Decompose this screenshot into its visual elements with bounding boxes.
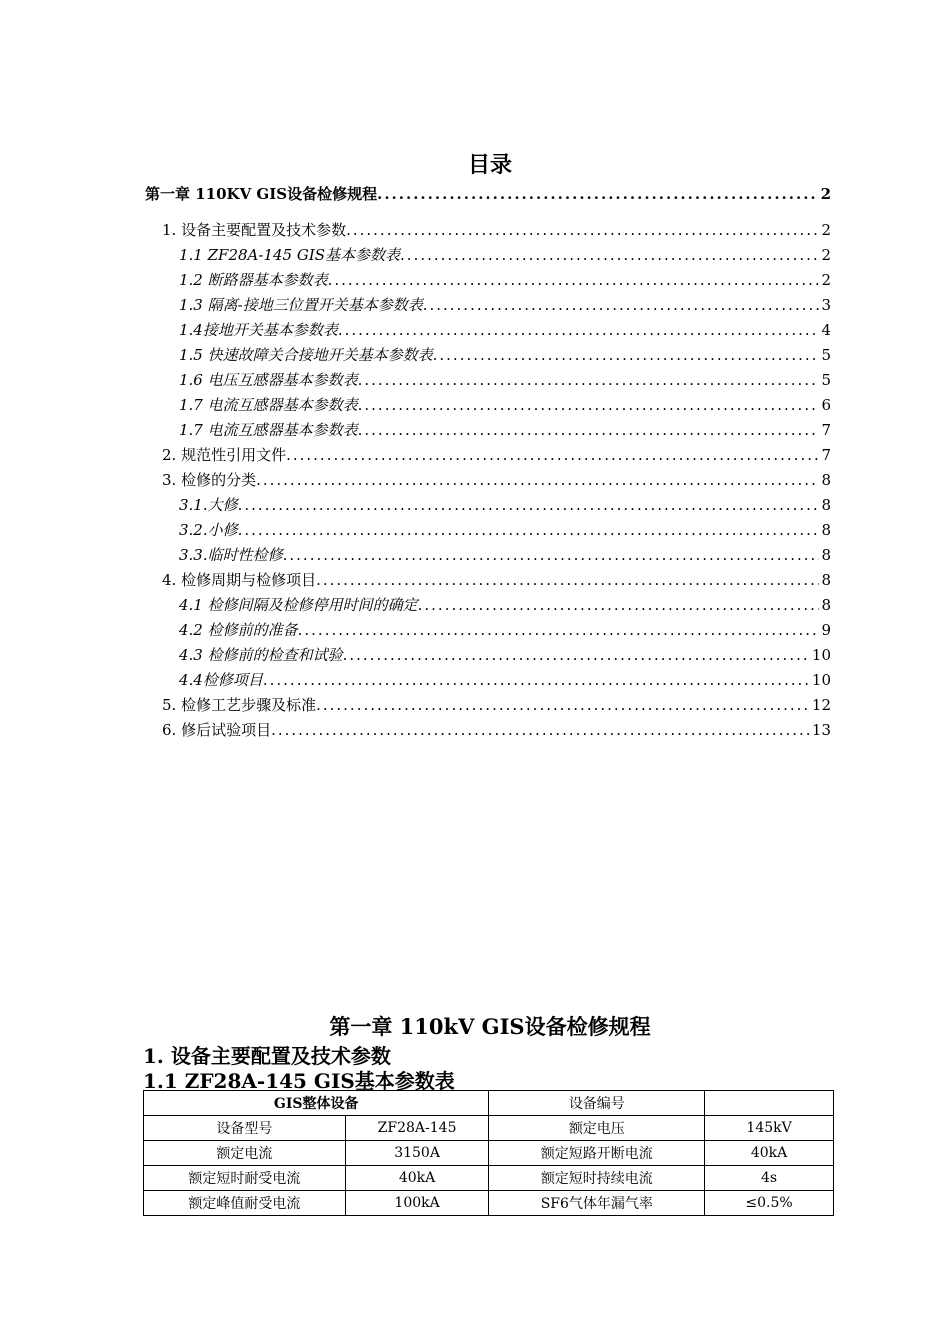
table-cell: 设备编号 — [489, 1091, 705, 1116]
toc-entry-label: 1.6 电压互感器基本参数表 — [179, 371, 358, 389]
toc-entry[interactable] — [179, 294, 831, 316]
toc-entry[interactable] — [179, 419, 831, 441]
toc-leader-dots — [343, 644, 810, 666]
toc-entry[interactable] — [179, 244, 831, 266]
toc-leader-dots — [256, 469, 819, 491]
table-cell: 4s — [705, 1166, 834, 1191]
table-cell: 额定电压 — [489, 1116, 705, 1141]
chapter-title: 第一章 110kV GIS设备检修规程 — [329, 1014, 651, 1039]
toc-entry-label: 4.2 检修前的准备 — [179, 621, 298, 639]
toc-entry[interactable] — [179, 619, 831, 641]
toc-leader-dots — [358, 419, 820, 441]
toc-entry-label: 1.3 隔离-接地三位置开关基本参数表 — [179, 296, 423, 314]
toc-entry-label: 2. 规范性引用文件 — [162, 446, 287, 464]
toc-entry-label: 4.3 检修前的检查和试验 — [179, 646, 343, 664]
toc-entry[interactable] — [179, 494, 831, 516]
toc-entry-label: 第一章 110KV GIS设备检修规程 — [145, 185, 378, 203]
table-cell: ZF28A-145 — [345, 1116, 489, 1141]
toc-entry-label: 1. 设备主要配置及技术参数 — [162, 221, 347, 239]
toc-entry-label: 3.1.大修 — [179, 496, 238, 514]
toc-entry[interactable] — [179, 344, 831, 366]
toc-entry[interactable] — [179, 394, 831, 416]
toc-entry-page: 8 — [821, 571, 831, 589]
table-row — [144, 1191, 834, 1216]
toc-entry-page: 13 — [811, 721, 831, 739]
toc-entry-label: 4.1 检修间隔及检修停用时间的确定 — [179, 596, 418, 614]
toc-leader-dots — [338, 319, 820, 341]
toc-entry[interactable] — [162, 219, 831, 241]
toc-entry[interactable] — [162, 469, 831, 491]
table-cell: ≤0.5% — [705, 1191, 834, 1216]
table-cell: 3150A — [345, 1141, 489, 1166]
toc-entry[interactable] — [179, 644, 831, 666]
toc-entry-page: 10 — [811, 671, 831, 689]
toc-entry-label: 1.5 快速故障关合接地开关基本参数表 — [179, 346, 433, 364]
toc-entry-label: 3.2.小修 — [179, 521, 238, 539]
toc-leader-dots — [298, 619, 820, 641]
toc-entry-page: 9 — [821, 621, 831, 639]
table-row — [144, 1116, 834, 1141]
toc-entry-page: 2 — [821, 271, 831, 289]
toc-leader-dots — [358, 369, 820, 391]
gis-parameter-table — [143, 1090, 834, 1216]
table-cell: 40kA — [345, 1166, 489, 1191]
toc-entry[interactable] — [179, 269, 831, 291]
toc-leader-dots — [418, 594, 820, 616]
toc-leader-dots — [328, 269, 820, 291]
toc-entry-label: 4. 检修周期与检修项目 — [162, 571, 317, 589]
table-row — [144, 1166, 834, 1191]
toc-leader-dots — [238, 519, 820, 541]
toc-entry-page: 2 — [820, 185, 831, 203]
toc-leader-dots — [433, 344, 820, 366]
toc-entry[interactable] — [162, 569, 831, 591]
toc-entry-page: 6 — [821, 396, 831, 414]
toc-leader-dots — [400, 244, 819, 266]
toc-entry-page: 2 — [821, 221, 831, 239]
table-cell: 100kA — [345, 1191, 489, 1216]
toc-entry[interactable] — [162, 444, 831, 466]
toc-entry-page: 3 — [821, 296, 831, 314]
toc-entry[interactable] — [179, 319, 831, 341]
table-cell: 额定电流 — [144, 1141, 346, 1166]
table-header-row — [144, 1091, 834, 1116]
toc-entry-page: 8 — [821, 546, 831, 564]
table-cell: SF6气体年漏气率 — [489, 1191, 705, 1216]
toc-leader-dots — [423, 294, 820, 316]
toc-leader-dots — [271, 719, 810, 741]
table-cell: 额定短时持续电流 — [489, 1166, 705, 1191]
toc-entry-page: 12 — [811, 696, 831, 714]
toc-entry-page: 10 — [811, 646, 831, 664]
toc-entry-page: 7 — [821, 446, 831, 464]
toc-entry-page: 5 — [821, 346, 831, 364]
toc-entry[interactable] — [145, 183, 831, 205]
toc-leader-dots — [286, 444, 819, 466]
section-heading: 1. 设备主要配置及技术参数 — [143, 1044, 391, 1068]
toc-leader-dots — [358, 394, 820, 416]
table-cell: 额定短时耐受电流 — [144, 1166, 346, 1191]
toc-entry-label: 1.1 ZF28A-145 GIS基本参数表 — [179, 246, 401, 264]
table-cell: 145kV — [705, 1116, 834, 1141]
toc-leader-dots — [346, 219, 819, 241]
table-cell: 额定短路开断电流 — [489, 1141, 705, 1166]
toc-entry-page: 2 — [821, 246, 831, 264]
table-cell — [705, 1091, 834, 1116]
toc-entry-page: 7 — [821, 421, 831, 439]
toc-entry-label: 1.7 电流互感器基本参数表 — [179, 421, 358, 439]
toc-leader-dots — [316, 569, 819, 591]
toc-leader-dots — [263, 669, 810, 691]
toc-entry[interactable] — [179, 544, 831, 566]
toc-entry-label: 4.4检修项目 — [179, 671, 263, 689]
toc-entry-page: 5 — [821, 371, 831, 389]
toc-entry-page: 4 — [821, 321, 831, 339]
toc-leader-dots — [377, 183, 818, 205]
toc-entry-label: 5. 检修工艺步骤及标准 — [162, 696, 317, 714]
toc-entry[interactable] — [179, 594, 831, 616]
table-cell: GIS整体设备 — [144, 1091, 489, 1116]
toc-entry-page: 8 — [821, 496, 831, 514]
toc-entry[interactable] — [179, 519, 831, 541]
toc-entry[interactable] — [179, 369, 831, 391]
toc-title: 目录 — [467, 152, 512, 178]
toc-entry-label: 1.2 断路器基本参数表 — [179, 271, 328, 289]
toc-entry-page: 8 — [821, 596, 831, 614]
toc-leader-dots — [283, 544, 820, 566]
toc-leader-dots — [238, 494, 820, 516]
table-row — [144, 1141, 834, 1166]
table-cell: 40kA — [705, 1141, 834, 1166]
toc-entry-label: 6. 修后试验项目 — [162, 721, 272, 739]
toc-entry-page: 8 — [821, 471, 831, 489]
toc-entry-label: 1.7 电流互感器基本参数表 — [179, 396, 358, 414]
table-cell: 额定峰值耐受电流 — [144, 1191, 346, 1216]
toc-entry[interactable] — [162, 719, 831, 741]
table-cell: 设备型号 — [144, 1116, 346, 1141]
toc-leader-dots — [316, 694, 810, 716]
toc-entry-label: 1.4接地开关基本参数表 — [179, 321, 338, 339]
toc-entry[interactable] — [162, 694, 831, 716]
toc-entry-label: 3. 检修的分类 — [162, 471, 257, 489]
toc-entry-label: 3.3.临时性检修 — [179, 546, 283, 564]
toc-entry-page: 8 — [821, 521, 831, 539]
toc-entry[interactable] — [179, 669, 831, 691]
subsection-heading: 1.1 ZF28A-145 GIS基本参数表 — [143, 1069, 455, 1093]
